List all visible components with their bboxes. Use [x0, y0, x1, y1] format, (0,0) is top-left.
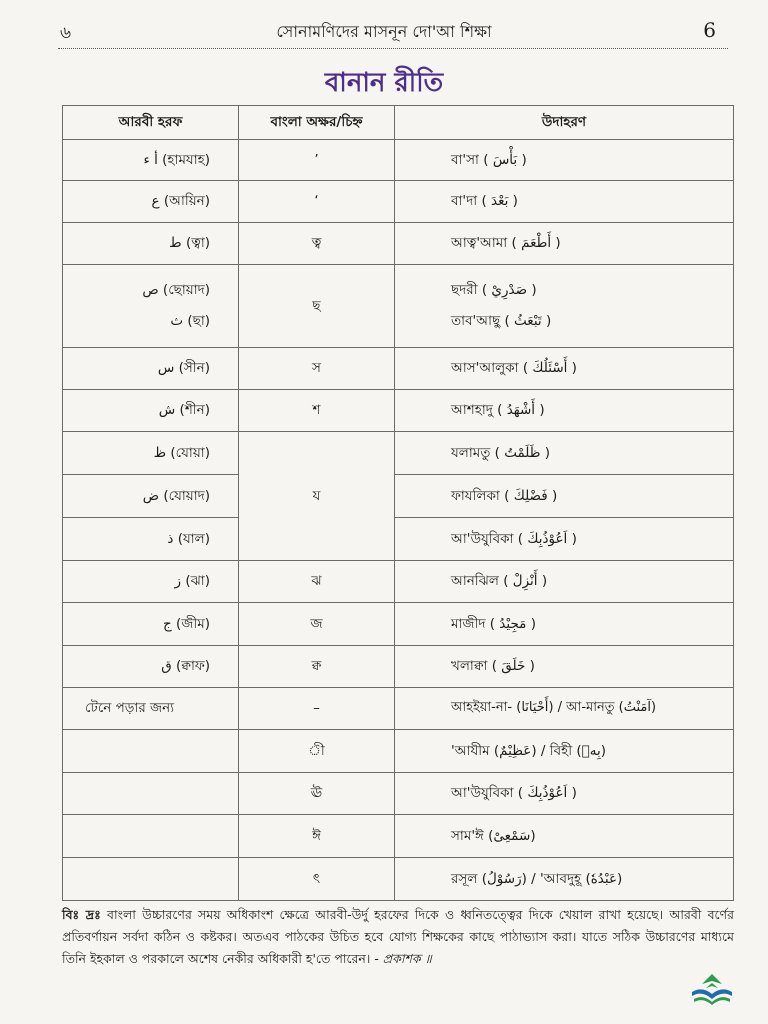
column-header-example: উদাহরণ	[395, 106, 734, 140]
header-divider	[58, 48, 728, 49]
table-row	[63, 688, 734, 730]
arabic-letter-cell	[63, 730, 239, 773]
footnote	[62, 904, 734, 970]
table-row	[63, 858, 734, 901]
table-row	[63, 730, 734, 773]
header-page-number: 6	[703, 18, 716, 42]
example-line: ছদরী ( صَدْرِيْ )	[451, 282, 537, 298]
table-row	[63, 432, 734, 475]
example-cell: ফাযলিকা ( فَضْلِكَ )	[395, 475, 734, 518]
spelling-table	[62, 105, 734, 901]
arabic-letter-cell	[63, 773, 239, 815]
publisher-signature: - প্রকাশক ॥	[374, 951, 432, 966]
arabic-letter-cell: س (সীন)	[63, 348, 239, 390]
table-row	[63, 518, 734, 561]
arabic-letter-cell: ش (শীন)	[63, 390, 239, 432]
arabic-letter-cell: ض (যোয়াদ)	[63, 475, 239, 518]
example-cell: খলাক্বা ( خَلَقَ )	[395, 646, 734, 688]
example-cell: বা'দা ( بَعْدَ )	[395, 181, 734, 223]
bangla-sign-cell: ী	[239, 730, 395, 773]
example-cell: আশহাদু ( أَشْهَدُ )	[395, 390, 734, 432]
table-row	[63, 561, 734, 603]
example-cell: আহইয়া-না- (أَحْيَانَا) / আ-মানতু (آمَنْتُ)	[395, 688, 734, 730]
book-logo-icon	[688, 972, 736, 1006]
table-row	[63, 140, 734, 181]
bangla-sign-cell: স	[239, 348, 395, 390]
bangla-sign-cell: ‘	[239, 181, 395, 223]
example-cell: রসূল (رَسُوْلُ) / 'আবদুহূ (عَبْدُهٗ)	[395, 858, 734, 901]
table-row	[63, 773, 734, 815]
table-row	[63, 181, 734, 223]
arabic-letter-cell	[63, 815, 239, 858]
arabic-letter-cell: ج (জীম)	[63, 603, 239, 646]
example-cell: আত্ব'আমা ( أَطْعَمَ )	[395, 223, 734, 265]
example-cell: বা'সা ( بَأْسَ )	[395, 140, 734, 181]
example-cell	[395, 265, 734, 348]
table-row	[63, 815, 734, 858]
bangla-sign-cell: ঈ	[239, 815, 395, 858]
table-row	[63, 265, 734, 348]
table-row	[63, 223, 734, 265]
example-line: তাব'আছু ( تَبْعَثُ )	[451, 313, 552, 329]
example-cell: আস'আলুকা ( أَسْئَلُكَ )	[395, 348, 734, 390]
table-row	[63, 475, 734, 518]
table-header-row	[63, 106, 734, 140]
arabic-letter-cell	[63, 265, 239, 348]
table-row	[63, 348, 734, 390]
bangla-sign-cell: য	[239, 432, 395, 561]
example-cell: যলামতু ( ظَلَمْتُ )	[395, 432, 734, 475]
table-row	[63, 603, 734, 646]
header-book-title: সোনামণিদের মাসনূন দো'আ শিক্ষা	[276, 22, 492, 41]
arabic-letter-cell: ط (ত্বা)	[63, 223, 239, 265]
bangla-sign-cell: ঊ	[239, 773, 395, 815]
arabic-letter-cell: ز (ঝা)	[63, 561, 239, 603]
arabic-letter-cell: ذ (যাল)	[63, 518, 239, 561]
arabic-letter-cell: ع (আয়িন)	[63, 181, 239, 223]
arabic-letter-cell: ق (ক্বাফ)	[63, 646, 239, 688]
example-cell: আ'উযুবিকা ( اَعُوْذُبِكَ )	[395, 518, 734, 561]
arabic-letter-cell: ظ (যোয়া)	[63, 432, 239, 475]
example-cell: আনঝিল ( أَنْزِلْ )	[395, 561, 734, 603]
example-cell: মাজীদ ( مَجِيْدُ )	[395, 603, 734, 646]
column-header-arabic: আরবী হরফ	[63, 106, 239, 140]
bangla-sign-cell: ’	[239, 140, 395, 181]
bangla-sign-cell: ৎ	[239, 858, 395, 901]
bangla-sign-cell: ছ	[239, 265, 395, 348]
example-cell: আ'উযুবিকা ( اَعُوْذُبِكَ )	[395, 773, 734, 815]
bangla-sign-cell: শ	[239, 390, 395, 432]
bangla-sign-cell: –	[239, 688, 395, 730]
table-row	[63, 390, 734, 432]
arabic-letter-cell: أ ء (হামযাহ)	[63, 140, 239, 181]
header-page-number-bangla: ৬	[60, 23, 72, 43]
bangla-sign-cell: ঝ	[239, 561, 395, 603]
bangla-sign-cell: ক্ব	[239, 646, 395, 688]
footnote-text: বাংলা উচ্চারণের সময় অধিকাংশ ক্ষেত্রে আরবী-উর্দু হরফের দিকে ও ধ্বনিতত্ত্বের দিকে খেয়াল রাখা হয়েছে। আরবী বর্ণের প্রতিবর্ণায়ন সর্বদা কঠিন ও কষ্টকর। অতএব পাঠকের উচিত হবে যোগ্য শিক্ষকের কাছে পাঠাভ্যাস করা। যাতে সঠিক উচ্চারণের মাধ্যমে তিনি ইহকাল ও পরকালে অশেষ নেকীর অধিকারী হ'তে পারেন।	[62, 907, 734, 966]
example-cell: সাম'ঈ (سَمْعِىْ)	[395, 815, 734, 858]
table-row	[63, 646, 734, 688]
arabic-letter-line: ث (ছা)	[170, 313, 210, 329]
arabic-letter-line: ص (ছোয়াদ)	[142, 282, 210, 298]
arabic-letter-cell	[63, 858, 239, 901]
bangla-sign-cell: ত্ব	[239, 223, 395, 265]
column-header-bangla: বাংলা অক্ষর/চিহ্ন	[239, 106, 395, 140]
example-cell: 'আযীম (عَظِيْمٌ) / বিহী (بِهٖ)	[395, 730, 734, 773]
footnote-label: বিঃ দ্রঃ	[62, 907, 101, 922]
arabic-letter-cell: টেনে পড়ার জন্য	[63, 688, 239, 730]
page-heading: বানান রীতি	[324, 68, 444, 98]
bangla-sign-cell: জ	[239, 603, 395, 646]
